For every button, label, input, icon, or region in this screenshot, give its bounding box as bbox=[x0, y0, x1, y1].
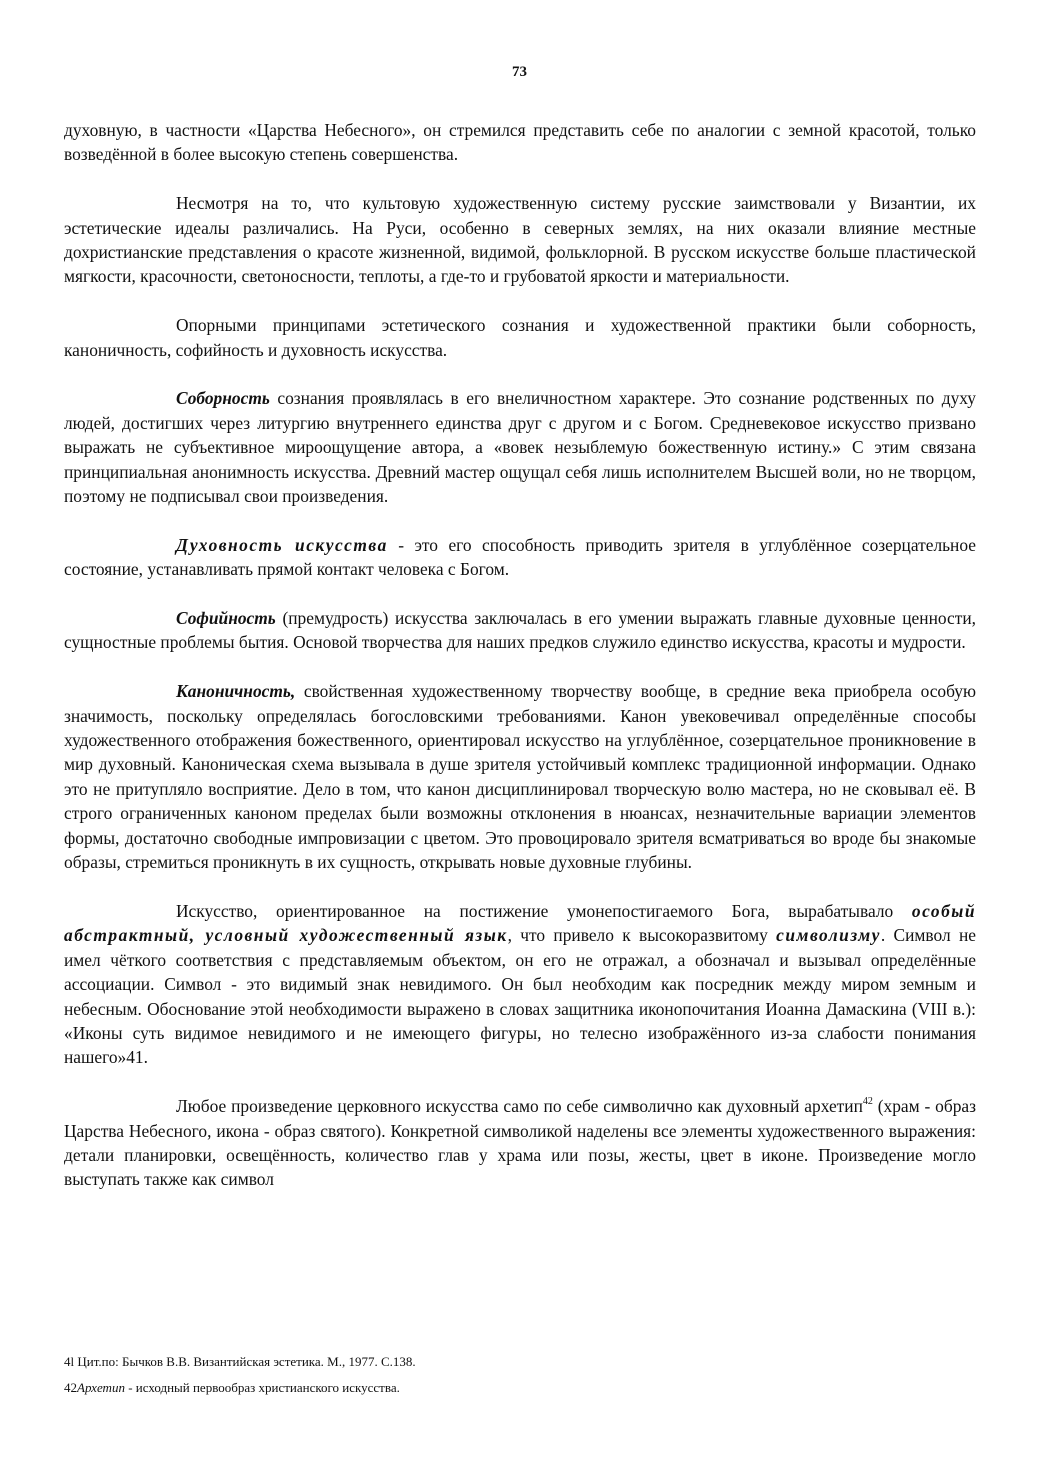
paragraph-continuation: духовную, в частности «Царства Небесного», он стремился представить себе по аналогии с земной красотой, только возведённой в более высокую степень совершенства. bbox=[64, 120, 976, 165]
paragraph-principles: Опорными принципами эстетического сознания и художественной практики были соборность, каноничность, софийность и духовность искусства. bbox=[64, 315, 976, 360]
paragraph-sobornost bbox=[64, 386, 976, 508]
footnote-41 bbox=[64, 1354, 976, 1370]
term-language: особый абстрактный, условный художественный язык bbox=[64, 900, 976, 946]
paragraph-archetype-text-2: (храм - образ Царства Небесного, икона - образ святого). Конкретной символикой наделены все элементы художественного выражения: детали планировки, освещённость, количество глав у храма или позы, жесты, цвет в иконе. Произведение могло выступать также как символ bbox=[64, 1096, 976, 1190]
paragraph-sofiynost-text: (премудрость) искусства заключалась в его умении выражать главные духовные ценности, сущностные проблемы бытия. Основой творчества для наших предков служило единство искусства, красоты и мудрости. bbox=[64, 608, 976, 653]
paragraph-archetype-text-1: Любое произведение церковного искусства само по себе символично как духовный архетип bbox=[176, 1096, 863, 1117]
footnote-term: Архетип bbox=[77, 1380, 125, 1395]
paragraph-sobornost-text: сознания проявлялась в его внеличностном характере. Это сознание родственных по духу людей, достигших через литургию внутреннего единства друг с другом и с Богом. Средневековое искусство призвано выражать не субъективное мироощущение автора, а «вовек незыблемую божественную истину.» С этим связана принципиальная анонимность искусства. Древний мастер ощущал себя лишь исполнителем Высшей воли, но не творцом, поэтому не подписывал свои произведения. bbox=[64, 388, 976, 507]
paragraph-sofiynost bbox=[64, 606, 976, 655]
term-symbolism: символизму bbox=[776, 925, 881, 946]
paragraph-dukhovnost bbox=[64, 533, 976, 582]
footnote-number: 4l bbox=[64, 1354, 75, 1369]
footnote-text: Цит.по: Бычков В.В. Византийская эстетика. М., 1977. С.138. bbox=[74, 1354, 416, 1369]
paragraph-archetype bbox=[64, 1094, 976, 1192]
footnote-text: - исходный первообраз христианского искусства. bbox=[124, 1380, 400, 1395]
paragraph-symbolism-text-2: , что привело к высокоразвитому bbox=[507, 925, 777, 946]
paragraph-dukhovnost-text: - это его способность приводить зрителя в углублённое созерцательное состояние, устанавливать прямой контакт человека с Богом. bbox=[64, 534, 976, 580]
paragraph-kanonichnost-text: свойственная художественному творчеству вообще, в средние века приобрела особую значимость, поскольку определялась богословскими требованиями. Канон увековечивал определённые способы художественного отображения божественного, ориентировал искусство на углублённое, созерцательное проникновение в мир духовный. Каноническая схема вызывала в душе зрителя устойчивый комплекс традиционной информации. Однако это не притупляло восприятие. Дело в том, что канон дисциплинировал творческую волю мастера, но не сковывал её. В строго ограниченных каноном пределах были возможны отклонения в нюансах, незначительные вариации элементов формы, достаточно свободные импровизации с цветом. Это провоцировало зрителя всматриваться во вроде бы знакомые образы, стремиться проникнуть в их сущность, открывать новые духовные глубины. bbox=[64, 681, 976, 873]
paragraph-symbolism-text-1: Искусство, ориентированное на постижение умонепостигаемого Бога, вырабатывало bbox=[176, 900, 912, 921]
term-kanonichnost: Каноничность, bbox=[176, 681, 296, 702]
page-number: 73 bbox=[512, 64, 527, 80]
paragraph-symbolism bbox=[64, 899, 976, 1070]
footnote-42 bbox=[64, 1380, 976, 1396]
term-sobornost: Соборность bbox=[176, 388, 270, 409]
term-sofiynost: Софийность bbox=[176, 608, 276, 629]
footnote-ref-42: 42 bbox=[862, 1096, 873, 1108]
footnotes bbox=[64, 1354, 976, 1406]
paragraph-byzantium: Несмотря на то, что культовую художественную систему русские заимствовали у Византии, их эстетические идеалы различались. На Руси, особенно в северных землях, на них оказали влияние местные дохристианские представления о красоте жизненной, видимой, фольклорной. В русском искусстве больше пластической мягкости, красочности, светоносности, теплоты, а где-то и грубоватой яркости и материальности. bbox=[64, 193, 976, 287]
term-dukhovnost: Духовность искусства bbox=[176, 534, 388, 555]
footnote-number: 42 bbox=[64, 1380, 77, 1395]
paragraph-symbolism-text-3: . Символ не имел чёткого соответствия с представляемым объектом, он его не отражал, а обозначал и вызывал определённые ассоциации. Символ - это видимый знак невидимого. Он был необходим как посредник между миром земным и небесным. Обоснование этой необходимости выражено в словах защитника иконопочитания Иоанна Дамаскина (VIII в.): «Иконы суть видимое невидимого и не имеющего фигуры, но телесно изображённого из-за слабости понимания нашего»41. bbox=[64, 925, 976, 1068]
paragraph-kanonichnost bbox=[64, 679, 976, 874]
body-text bbox=[64, 118, 976, 1216]
